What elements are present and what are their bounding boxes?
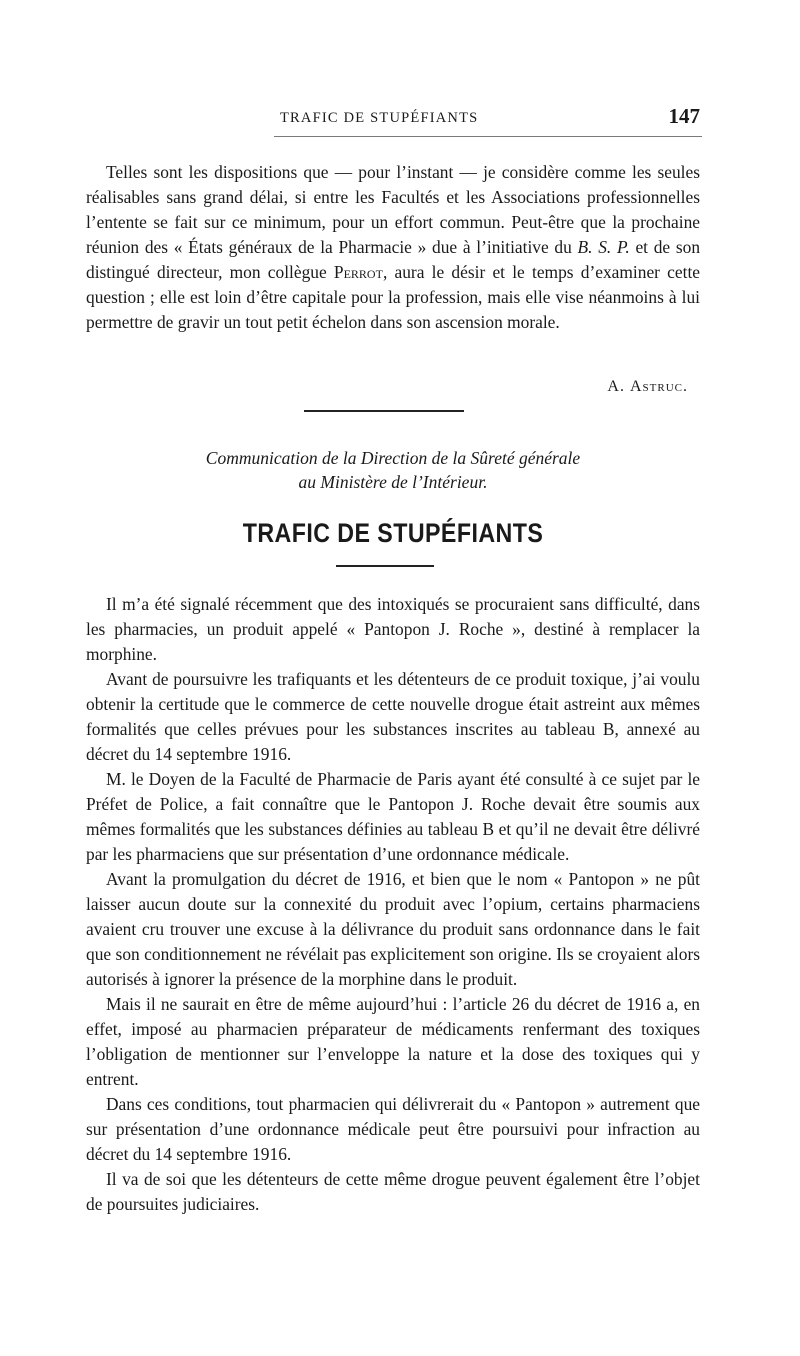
article-body: [86, 592, 700, 1217]
paragraph: Dans ces conditions, tout pharmacien qui délivrerait du « Pantopon » autrement que sur présentation d’une ordonnance médicale peut être poursuivi pour infraction au décret du 14 septembre 1916.: [86, 1094, 700, 1164]
header-rule: [274, 136, 702, 137]
closing-paragraph: Telles sont les dispositions que — pour l’instant — je considère comme les seules réalisables sans grand délai, si entre les Facultés et les Associations professionnelles l’entente se fait sur ce minimum, pour un effort commun. Peut-être que la prochaine réunion des « États généraux de la Pharmacie » due à l’initiative du B. S. P. et de son distingué directeur, mon collègue Perrot, aura le désir et le temps d’examiner cette question ; elle est loin d’être capitale pour la profession, mais elle vise néanmoins à lui permettre de gravir un tout petit échelon dans son ascension morale.: [86, 162, 701, 332]
author-signature: A. Astruc.: [607, 378, 688, 395]
paragraph: M. le Doyen de la Faculté de Pharmacie de Paris ayant été consulté à ce sujet par le Préfet de Police, a fait connaître que le Pantopon J. Roche devait être soumis aux mêmes formalités que les substances définies au tableau B et qu’il ne devait être délivré par les pharmaciens que sur présentation d’une ordonnance médicale.: [86, 769, 700, 864]
communication-line-1: Communication de la Direction de la Sûreté générale: [205, 448, 581, 468]
paragraph: Il va de soi que les détenteurs de cette même drogue peuvent également être l’objet de poursuites judiciaires.: [86, 1169, 700, 1214]
section-divider: [304, 410, 464, 412]
title-rule: [336, 565, 434, 567]
running-title: TRAFIC DE STUPÉFIANTS: [280, 110, 479, 126]
paragraph: Mais il ne saurait en être de même aujourd’hui : l’article 26 du décret de 1916 a, en effet, imposé au pharmacien préparateur de médicaments renfermant des toxiques l’obligation de mentionner sur l’enveloppe la nature et la dose des toxiques qui y entrent.: [86, 994, 700, 1089]
org-abbreviation: B. S. P.: [577, 237, 630, 257]
running-header: [0, 104, 800, 134]
article-title: TRAFIC DE STUPÉFIANTS: [242, 518, 544, 548]
communication-line-2: au Ministère de l’Intérieur.: [298, 472, 488, 492]
page-number: 147: [668, 104, 700, 128]
communication-source: [86, 446, 700, 494]
paragraph: Avant de poursuivre les trafiquants et les détenteurs de ce produit toxique, j’ai voulu obtenir la certitude que le commerce de cette nouvelle drogue était astreint aux mêmes formalités que celles prévues pour les substances inscrites au tableau B, annexé au décret du 14 septembre 1916.: [86, 669, 700, 764]
paragraph: Il m’a été signalé récemment que des intoxiqués se procuraient sans difficulté, dans les pharmacies, un produit appelé « Pantopon J. Roche », destiné à remplacer la morphine.: [86, 594, 700, 664]
preceding-article-end: [86, 160, 700, 335]
paragraph: Avant la promulgation du décret de 1916, et bien que le nom « Pantopon » ne pût laisser aucun doute sur la connexité du produit avec l’opium, certains pharmaciens avaient cru trouver une excuse à la délivrance du produit sans ordonnance dans le fait que son conditionnement ne révélait pas explicitement son origine. Ils se croyaient alors autorisés à ignorer la présence de la morphine dans le produit.: [86, 869, 700, 989]
person-name: Perrot: [333, 262, 383, 282]
